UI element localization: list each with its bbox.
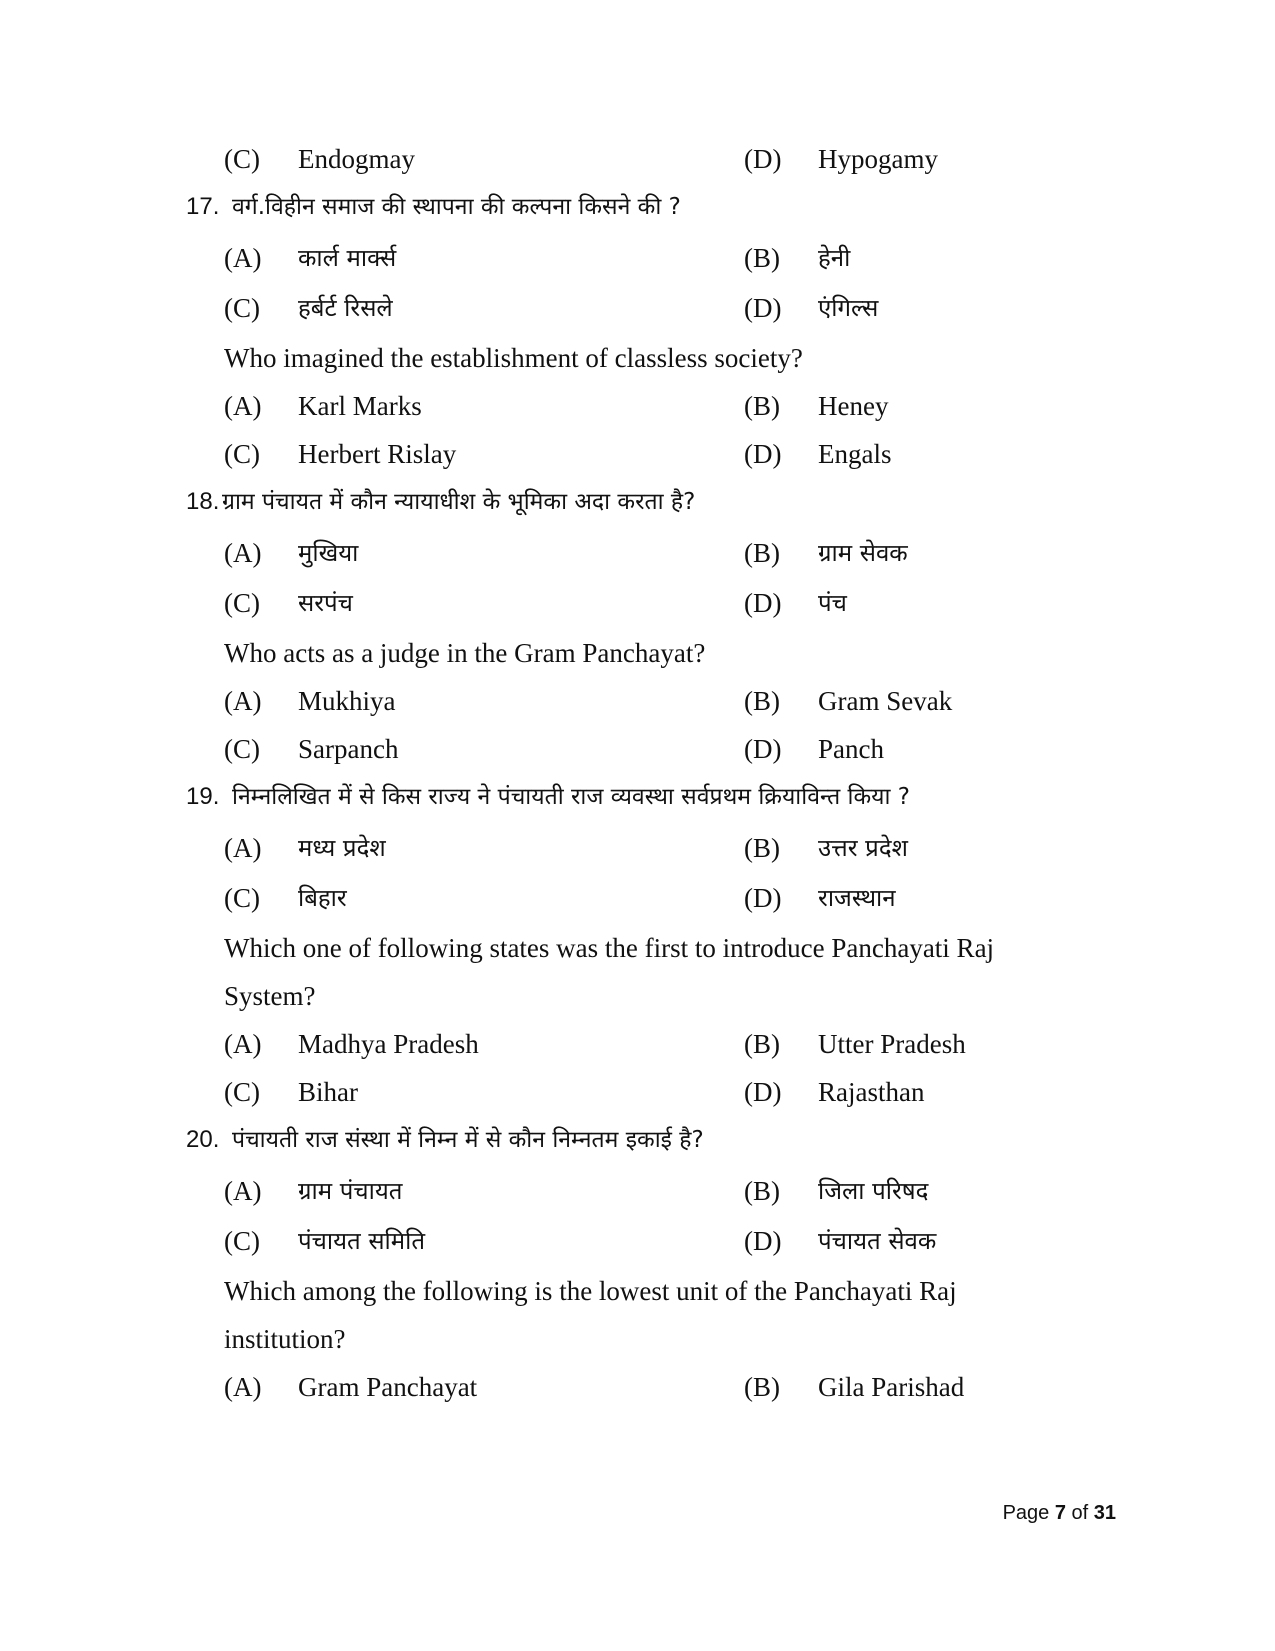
page-total: 31 [1093,1502,1116,1524]
option-label: (C) [224,1226,260,1256]
option-text: Endogmay [298,144,415,174]
option-label: (C) [224,883,260,913]
option-label: (D) [744,1226,782,1256]
option-text: Bihar [298,1077,358,1107]
question-19-hindi [0,777,1275,817]
option-label: (B) [744,686,780,716]
page-current: 7 [1054,1502,1066,1524]
option-text: पंच [818,589,847,617]
option-text: Sarpanch [298,734,399,764]
option-label: (A) [224,686,262,716]
option-row [0,1367,1275,1407]
option-label: (A) [224,391,262,421]
question-number: 19. [186,783,220,810]
question-text-english: Which among the following is the lowest unit of the Panchayati Raj [224,1276,957,1306]
option-label: (C) [224,734,260,764]
option-label: (D) [744,588,782,618]
option-text: ग्राम पंचायत [298,1177,403,1205]
option-text: कार्ल मार्क्स [298,244,397,272]
option-label: (C) [224,1077,260,1107]
question-text-hindi: पंचायती राज संस्था में निम्न में से कौन निम्नतम इकाई है? [232,1127,704,1153]
option-label: (A) [224,1029,262,1059]
option-row [0,434,1275,474]
option-row [0,1171,1275,1211]
option-label: (D) [744,734,782,764]
option-row [0,238,1275,278]
option-row [0,533,1275,573]
option-label: (D) [744,293,782,323]
page-prefix: Page [1002,1502,1055,1524]
option-label: (A) [224,243,262,273]
option-text: हर्बर्ट रिसले [298,294,393,322]
option-text: पंचायत समिति [298,1227,426,1255]
option-text: मध्य प्रदेश [298,834,386,862]
option-row [0,828,1275,868]
page-number-footer [1000,1498,1116,1528]
page-middle: of [1065,1502,1094,1524]
option-label: (D) [744,883,782,913]
question-18-hindi [0,482,1275,522]
option-label: (B) [744,1029,780,1059]
option-text: Gram Panchayat [298,1372,478,1402]
option-text: Hypogamy [818,144,938,174]
question-text-english: System? [224,981,316,1011]
option-row [0,729,1275,769]
option-text: Utter Pradesh [818,1029,966,1059]
option-text: ग्राम सेवक [818,539,908,567]
option-label: (B) [744,243,780,273]
option-label: (D) [744,439,782,469]
question-20-english-line2 [0,1319,1275,1359]
question-18-english [0,633,1275,673]
option-row [0,681,1275,721]
question-number: 20. [186,1126,220,1153]
option-label: (A) [224,833,262,863]
option-label: (A) [224,1176,262,1206]
option-label: (B) [744,833,780,863]
option-label: (D) [744,1077,782,1107]
question-number: 17. [186,193,220,220]
option-label: (A) [224,1372,262,1402]
question-17-hindi [0,187,1275,227]
option-text: Herbert Rislay [298,439,457,469]
question-text-hindi: वर्ग.विहीन समाज की स्थापना की कल्पना किसने की ? [232,194,681,220]
option-text: उत्तर प्रदेश [818,834,908,862]
option-text: बिहार [298,884,347,912]
option-text: Heney [818,391,889,421]
question-17-english [0,338,1275,378]
option-label: (C) [224,293,260,323]
option-row [0,1024,1275,1064]
option-text: पंचायत सेवक [818,1227,937,1255]
question-number: 18. [186,488,220,515]
option-text: Gram Sevak [818,686,953,716]
question-text-english: Who acts as a judge in the Gram Panchayat? [224,638,706,668]
question-19-english-line2 [0,976,1275,1016]
question-text-hindi: ग्राम पंचायत में कौन न्यायाधीश के भूमिका अदा करता है? [222,489,696,515]
question-text-english: Who imagined the establishment of classless society? [224,343,803,373]
option-text: Engals [818,439,892,469]
question-text-english: Which one of following states was the first to introduce Panchayati Raj [224,933,995,963]
option-row [0,1221,1275,1261]
option-label: (C) [224,144,260,174]
option-row [0,583,1275,623]
option-row [0,878,1275,918]
option-label: (C) [224,588,260,618]
option-label: (D) [744,144,782,174]
option-label: (B) [744,391,780,421]
option-text: सरपंच [298,589,353,617]
question-19-english-line1 [0,928,1275,968]
question-20-hindi [0,1120,1275,1160]
option-label: (B) [744,1176,780,1206]
question-text-english: institution? [224,1324,346,1354]
option-label: (B) [744,1372,780,1402]
option-text: Panch [818,734,884,764]
option-text: Karl Marks [298,391,422,421]
option-text: Madhya Pradesh [298,1029,479,1059]
option-text: हेनी [818,244,851,272]
option-text: राजस्थान [818,884,896,912]
option-row [0,386,1275,426]
option-label: (C) [224,439,260,469]
option-text: Mukhiya [298,686,396,716]
question-text-hindi: निम्नलिखित में से किस राज्य ने पंचायती राज व्यवस्था सर्वप्रथम क्रियाविन्त किया ? [232,784,910,810]
option-row [0,288,1275,328]
option-text: एंगिल्स [818,294,879,322]
option-row [0,1072,1275,1112]
option-label: (B) [744,538,780,568]
option-text: जिला परिषद [818,1177,929,1205]
option-text: Rajasthan [818,1077,925,1107]
option-row [0,139,1275,179]
question-20-english-line1 [0,1271,1275,1311]
option-text: Gila Parishad [818,1372,965,1402]
option-text: मुखिया [298,539,359,567]
option-label: (A) [224,538,262,568]
